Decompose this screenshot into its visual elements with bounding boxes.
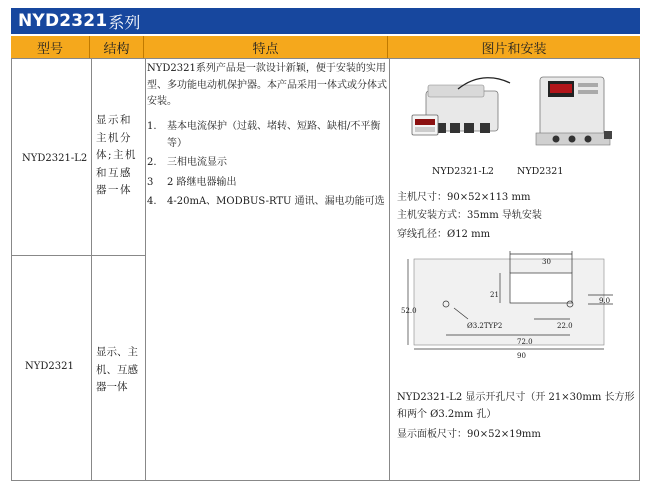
dim-52: 52.0: [401, 307, 417, 315]
row1-structure: 显示和主机分体;主机和互感器一体: [96, 114, 138, 196]
nyd2321-image: [536, 77, 612, 145]
features-intro: NYD2321系列产品是一款设计新颖，便于安装的实用型、多功能电动机保护器。本产品采用一体式或分体式安装。: [147, 63, 387, 107]
header-structure: 结构: [90, 36, 144, 58]
product-photo: [398, 63, 634, 163]
row2-model: NYD2321: [25, 361, 74, 372]
title-series: 系列: [108, 12, 141, 32]
header-features: 特点: [144, 36, 388, 58]
title-model: NYD2321: [18, 11, 108, 31]
spec-mount: 主机安装方式：35mm 导轨安装: [397, 210, 542, 221]
dim-21: 21: [490, 291, 499, 299]
row2-structure: 显示、主机、互感器一体: [96, 346, 138, 393]
feature-item: 4. 4-20mA、MODBUS-RTU 通讯、漏电功能可选: [147, 196, 385, 207]
dim-90: 90: [517, 352, 526, 360]
spec-size: 主机尺寸：90×52×113 mm: [397, 192, 531, 203]
dim-hole: Ø3.2TYP2: [467, 322, 503, 330]
dim-9: 9.0: [599, 297, 611, 305]
spec-table: [11, 58, 640, 481]
row1-model: NYD2321-L2: [22, 153, 88, 164]
header-type: 型号: [11, 36, 90, 58]
spec-hole: 穿线孔径：Ø12 mm: [397, 229, 491, 240]
header-install: 图片和安装: [481, 41, 547, 57]
features-list: [147, 119, 387, 214]
feature-item: 1. 基本电流保护（过载、堵转、短路、缺相/不平衡等）: [147, 121, 381, 149]
title-bar: [11, 8, 640, 34]
feature-item: 3 2 路继电器输出: [147, 176, 237, 188]
panel-size-text: 显示面板尺寸：90×52×19mm: [397, 429, 541, 440]
caption-l2: NYD2321-L2: [432, 166, 494, 177]
dim-72: 72.0: [517, 338, 533, 346]
feature-item: 2. 三相电流显示: [147, 157, 227, 168]
nyd2321-l2-image: [412, 78, 510, 135]
dim-22: 22.0: [557, 322, 573, 330]
cutout-text: NYD2321-L2 显示开孔尺寸（开 21×30mm 长方形和两个 Ø3.2mm 孔）: [397, 392, 635, 420]
dim-30: 30: [542, 258, 551, 266]
caption-main: NYD2321: [517, 166, 564, 177]
table-header: [11, 36, 640, 58]
